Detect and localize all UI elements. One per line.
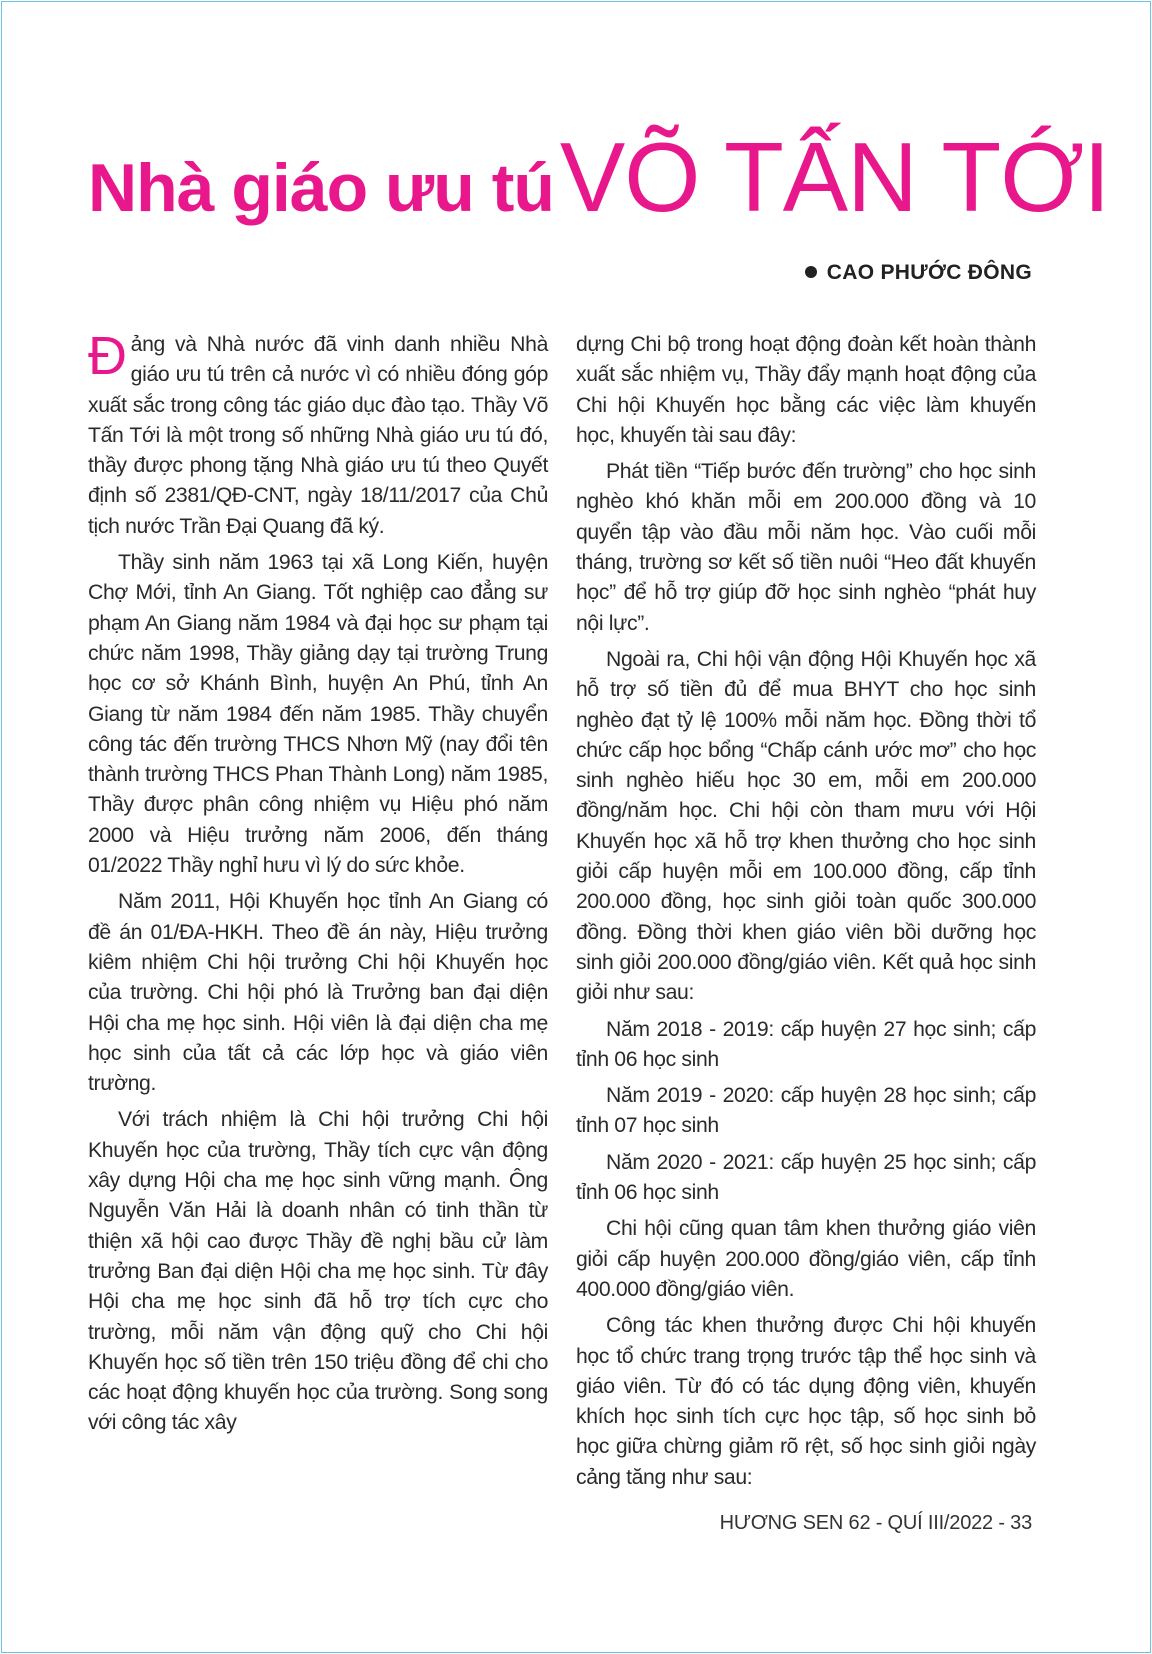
paragraph: Thầy sinh năm 1963 tại xã Long Kiến, huyện Chợ Mới, tỉnh An Giang. Tốt nghiệp cao đẳng sư phạm An Giang năm 1984 và đại học sư phạm tại chức năm 1998, Thầy giảng dạy tại trường Trung học cơ sở Khánh Bình, huyện An Phú, tỉnh An Giang từ năm 1984 đến năm 1985. Thầy chuyển công tác đến trường THCS Nhơn Mỹ (nay đổi tên thành trường THCS Phan Thành Long) năm 1985, Thầy được phân công nhiệm vụ Hiệu phó năm 2000 và Hiệu trưởng năm 2006, đến tháng 01/2022 Thầy nghỉ hưu vì lý do sức khỏe. — [88, 551, 548, 878]
author-byline — [805, 261, 1032, 285]
page-footer: HƯƠNG SEN 62 - QUÍ III/2022 - 33 — [719, 1512, 1032, 1534]
paragraph: Chi hội cũng quan tâm khen thưởng giáo viên giỏi cấp huyện 200.000 đồng/giáo viên, cấp tỉnh 400.000 đồng/giáo viên. — [576, 1217, 1036, 1301]
drop-cap: Đ — [88, 326, 127, 386]
title-name: VÕ TẤN TỚI — [559, 122, 1110, 232]
paragraph: Công tác khen thưởng được Chi hội khuyến học tổ chức trang trọng trước tập thể học sinh và giáo viên. Từ đó có tác dụng động viên, khuyến khích học sinh tích cực học tập, số học sinh bỏ học giữa chừng giảm rõ rệt, số học sinh giỏi ngày cảng tăng như sau: — [576, 1314, 1036, 1489]
paragraph: Ngoài ra, Chi hội vận động Hội Khuyến học xã hỗ trợ số tiền đủ để mua BHYT cho học sinh nghèo đạt tỷ lệ 100% mỗi năm học. Đồng thời tổ chức cấp học bổng “Chấp cánh ước mơ” cho học sinh nghèo hiếu học 30 em, mỗi em 200.000 đồng/năm học. Chi hội còn tham mưu với Hội Khuyến học xã hỗ trợ khen thưởng cho học sinh giỏi cấp huyện mỗi em 100.000 đồng, cấp tỉnh 200.000 đồng, học sinh giỏi toàn quốc 300.000 đồng. Đồng thời khen giáo viên bồi dưỡng học sinh giỏi 200.000 đồng/giáo viên. Kết quả học sinh giỏi như sau: — [576, 647, 1036, 1005]
paragraph-text: ảng và Nhà nước đã vinh danh nhiều Nhà giáo ưu tú trên cả nước vì có nhiều đóng góp xuất sắc trong công tác giáo dục đào tạo. Thầy Võ Tấn Tới là một trong số những Nhà giáo ưu tú đó, thầy được phong tặng Nhà giáo ưu tú theo Quyết định số 2381/QĐ-CNT, ngày 18/11/2017 của Chủ tịch nước Trần Đại Quang đã ký. — [88, 333, 548, 538]
paragraph: Năm 2018 - 2019: cấp huyện 27 học sinh; cấp tỉnh 06 học sinh — [576, 1017, 1036, 1071]
paragraph — [88, 326, 548, 542]
paragraph: Năm 2011, Hội Khuyến học tỉnh An Giang có đề án 01/ĐA-HKH. Theo đề án này, Hiệu trưởng kiêm nhiệm Chi hội trưởng Chi hội Khuyến học của trường. Chi hội phó là Trưởng ban đại diện Hội cha mẹ học sinh. Hội viên là đại diện cha mẹ học sinh của tất cả các lớp học và giáo viên trường. — [88, 890, 548, 1096]
paragraph: Năm 2020 - 2021: cấp huyện 25 học sinh; cấp tỉnh 06 học sinh — [576, 1150, 1036, 1205]
paragraph: Năm 2019 - 2020: cấp huyện 28 học sinh; cấp tỉnh 07 học sinh — [576, 1084, 1036, 1138]
paragraph: Với trách nhiệm là Chi hội trưởng Chi hội Khuyến học của trường, Thầy tích cực vận động xây dựng Hội cha mẹ học sinh vững mạnh. Ông Nguyễn Văn Hải là doanh nhân có tinh thần từ thiện xã hội cao được Thầy đề nghị bầu cử làm trưởng Ban đại diện Hội cha mẹ học sinh. Từ đây Hội cha mẹ học sinh đã hỗ trợ tích cực cho trường, mỗi năm vận động quỹ cho Chi hội Khuyến học số tiền trên 150 triệu đồng để chi cho các hoạt động khuyến học của trường. Song song với công tác xây — [88, 1108, 548, 1435]
author-name: CAO PHƯỚC ĐÔNG — [826, 261, 1032, 284]
left-column — [88, 326, 548, 1445]
paragraph: Phát tiền “Tiếp bước đến trường” cho học sinh nghèo khó khăn mỗi em 200.000 đồng và 10 quyển tập vào đầu mỗi năm học. Vào cuối mỗi tháng, trường sơ kết số tiền nuôi “Heo đất khuyến học” để hỗ trợ giúp đỡ học sinh nghèo “phát huy nội lực”. — [576, 460, 1036, 635]
bullet-icon — [805, 266, 817, 278]
title-prefix: Nhà giáo ưu tú — [88, 150, 554, 226]
right-column — [576, 330, 1036, 1499]
article-title — [88, 122, 1110, 232]
paragraph: dựng Chi bộ trong hoạt động đoàn kết hoàn thành xuất sắc nhiệm vụ, Thầy đẩy mạnh hoạt động của Chi hội Khuyến học bằng các việc làm khuyến học, khuyến tài sau đây: — [576, 333, 1036, 447]
